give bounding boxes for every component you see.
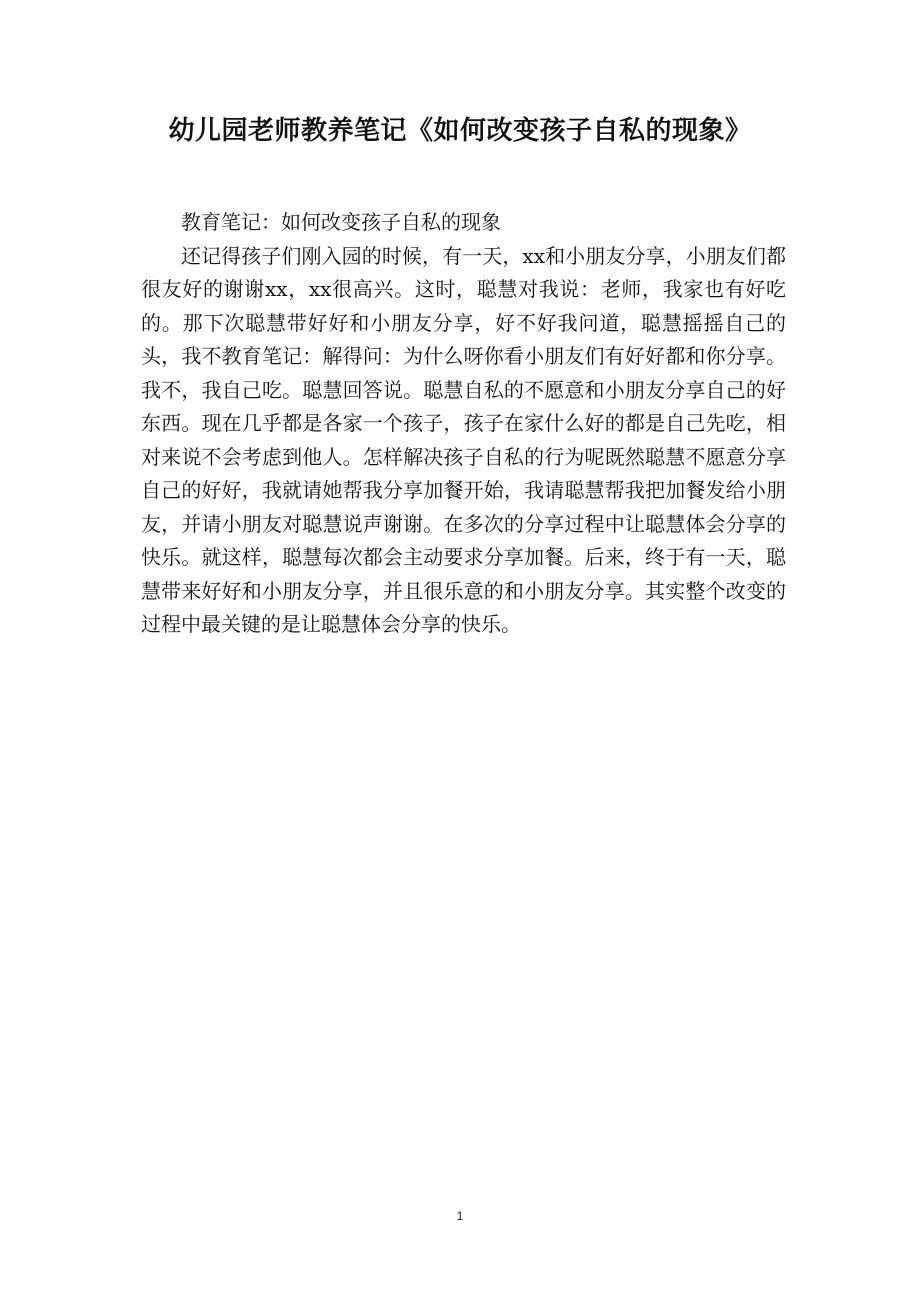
document-body	[141, 206, 786, 642]
paragraph-main: 还记得孩子们刚入园的时候，有一天，xx和小朋友分享，小朋友们都很友好的谢谢xx，xx很高兴。这时，聪慧对我说：老师，我家也有好吃的。那下次聪慧带好好和小朋友分享，好不好我问道，聪慧摇摇自己的头，我不教育笔记：解得问：为什么呀你看小朋友们有好好都和你分享。我不，我自己吃。聪慧回答说。聪慧自私的不愿意和小朋友分享自己的好东西。现在几乎都是各家一个孩子，孩子在家什么好的都是自己先吃，相对来说不会考虑到他人。怎样解决孩子自私的行为呢既然聪慧不愿意分享自己的好好，我就请她帮我分享加餐开始，我请聪慧帮我把加餐发给小朋友，并请小朋友对聪慧说声谢谢。在多次的分享过程中让聪慧体会分享的快乐。就这样，聪慧每次都会主动要求分享加餐。后来，终于有一天，聪慧带来好好和小朋友分享，并且很乐意的和小朋友分享。其实整个改变的过程中最关键的是让聪慧体会分享的快乐。	[141, 243, 786, 636]
document-title: 幼儿园老师教养笔记《如何改变孩子自私的现象》	[168, 116, 752, 146]
paragraph-subtitle: 教育笔记：如何改变孩子自私的现象	[181, 210, 501, 234]
page-number: 1	[456, 1209, 464, 1223]
